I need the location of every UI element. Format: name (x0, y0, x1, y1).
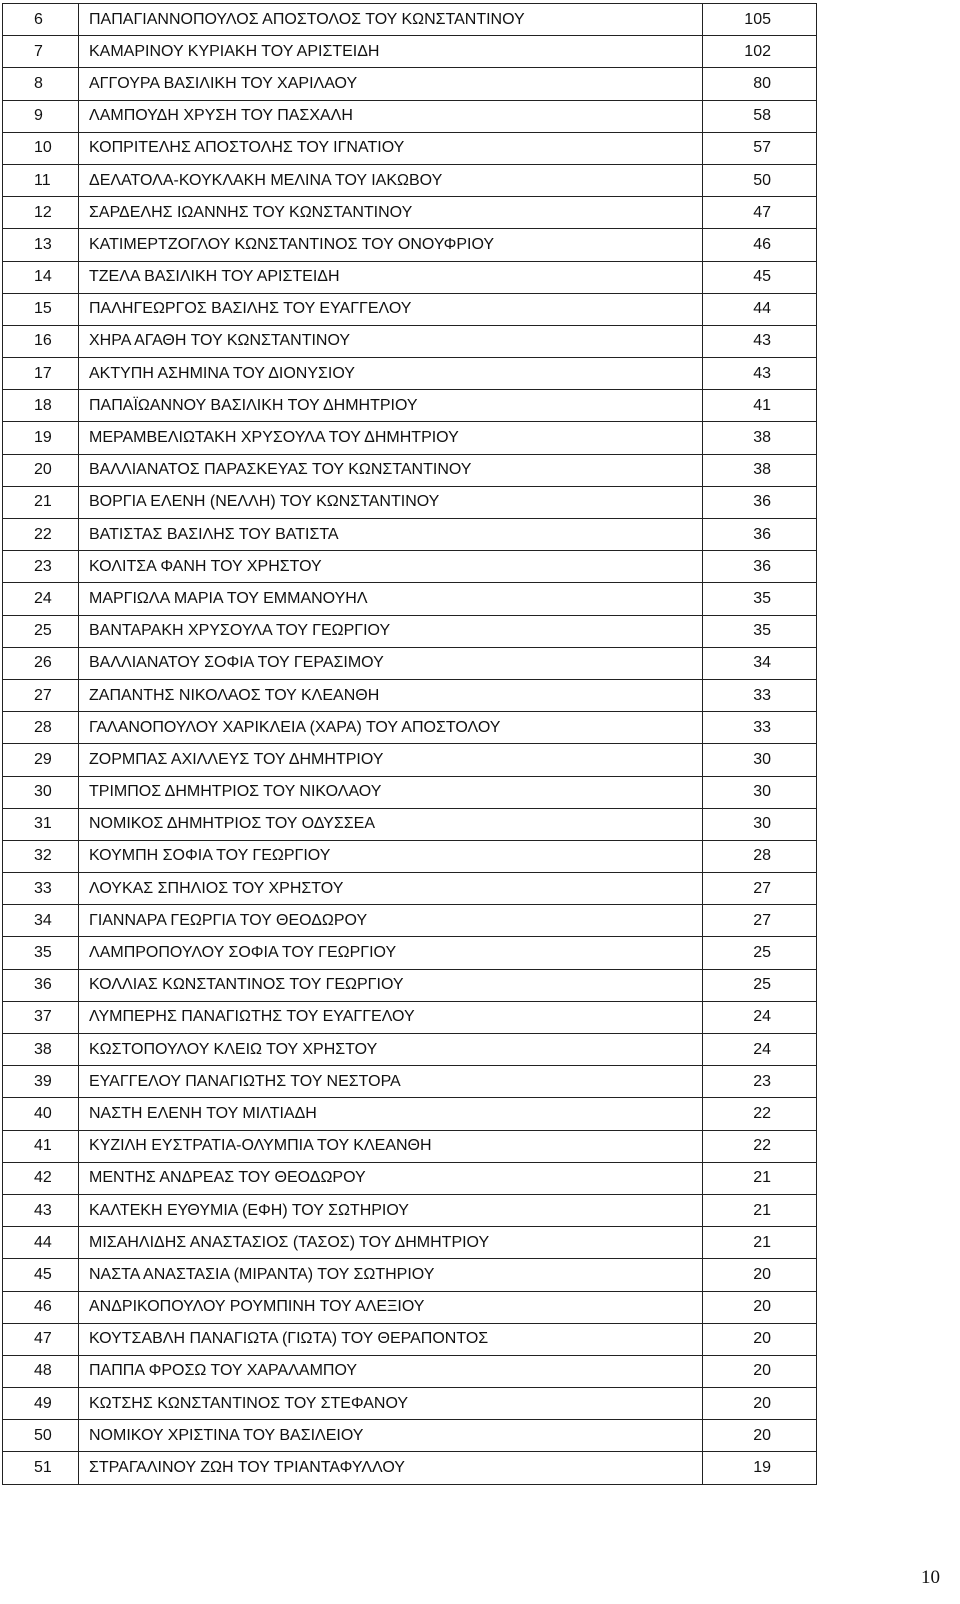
vote-count: 21 (703, 1194, 817, 1226)
row-number: 45 (3, 1259, 79, 1291)
candidate-name: ΣΤΡΑΓΑΛΙΝΟΥ ΖΩΗ ΤΟΥ ΤΡΙΑΝΤΑΦΥΛΛΟΥ (79, 1452, 703, 1484)
table-row (3, 100, 817, 132)
table-row (3, 969, 817, 1001)
table-row (3, 1355, 817, 1387)
row-number: 8 (3, 68, 79, 100)
row-number: 6 (3, 4, 79, 36)
candidate-name: ΝΑΣΤΑ ΑΝΑΣΤΑΣΙΑ (ΜΙΡΑΝΤΑ) ΤΟΥ ΣΩΤΗΡΙΟΥ (79, 1259, 703, 1291)
vote-count: 20 (703, 1355, 817, 1387)
candidate-name: ΓΑΛΑΝΟΠΟΥΛΟΥ ΧΑΡΙΚΛΕΙΑ (ΧΑΡΑ) ΤΟΥ ΑΠΟΣΤΟΛΟΥ (79, 712, 703, 744)
candidate-name: ΤΖΕΛΑ ΒΑΣΙΛΙΚΗ ΤΟΥ ΑΡΙΣΤΕΙΔΗ (79, 261, 703, 293)
vote-count: 30 (703, 776, 817, 808)
table-row (3, 1066, 817, 1098)
row-number: 46 (3, 1291, 79, 1323)
table-row (3, 486, 817, 518)
vote-count: 28 (703, 840, 817, 872)
candidate-name: ΤΡΙΜΠΟΣ ΔΗΜΗΤΡΙΟΣ ΤΟΥ ΝΙΚΟΛΑΟΥ (79, 776, 703, 808)
candidate-name: ΠΑΠΠΑ ΦΡΟΣΩ ΤΟΥ ΧΑΡΑΛΑΜΠΟΥ (79, 1355, 703, 1387)
candidate-name: ΛΑΜΠΡΟΠΟΥΛΟΥ ΣΟΦΙΑ ΤΟΥ ΓΕΩΡΓΙΟΥ (79, 937, 703, 969)
table-row (3, 197, 817, 229)
table-row (3, 679, 817, 711)
candidate-name: ΝΟΜΙΚΟΣ ΔΗΜΗΤΡΙΟΣ ΤΟΥ ΟΔΥΣΣΕΑ (79, 808, 703, 840)
vote-count: 43 (703, 358, 817, 390)
vote-count: 80 (703, 68, 817, 100)
row-number: 44 (3, 1227, 79, 1259)
row-number: 21 (3, 486, 79, 518)
row-number: 51 (3, 1452, 79, 1484)
row-number: 40 (3, 1098, 79, 1130)
vote-count: 20 (703, 1420, 817, 1452)
row-number: 22 (3, 519, 79, 551)
row-number: 9 (3, 100, 79, 132)
vote-count: 41 (703, 390, 817, 422)
candidate-name: ΒΟΡΓΙΑ ΕΛΕΝΗ (ΝΕΛΛΗ) ΤΟΥ ΚΩΝΣΤΑΝΤΙΝΟΥ (79, 486, 703, 518)
vote-count: 102 (703, 36, 817, 68)
candidate-name: ΚΟΥΤΣΑΒΛΗ ΠΑΝΑΓΙΩΤΑ (ΓΙΩΤΑ) ΤΟΥ ΘΕΡΑΠΟΝΤΟΣ (79, 1323, 703, 1355)
table-row (3, 132, 817, 164)
candidate-name: ΚΑΜΑΡΙΝΟΥ ΚΥΡΙΑΚΗ ΤΟΥ ΑΡΙΣΤΕΙΔΗ (79, 36, 703, 68)
row-number: 41 (3, 1130, 79, 1162)
table-row (3, 1162, 817, 1194)
vote-count: 45 (703, 261, 817, 293)
table-row (3, 261, 817, 293)
table-row (3, 840, 817, 872)
vote-count: 33 (703, 712, 817, 744)
candidate-name: ΑΚΤΥΠΗ ΑΣΗΜΙΝΑ ΤΟΥ ΔΙΟΝΥΣΙΟΥ (79, 358, 703, 390)
candidate-name: ΠΑΛΗΓΕΩΡΓΟΣ ΒΑΣΙΛΗΣ ΤΟΥ ΕΥΑΓΓΕΛΟΥ (79, 293, 703, 325)
table-row (3, 583, 817, 615)
row-number: 12 (3, 197, 79, 229)
table-row (3, 293, 817, 325)
table-row (3, 712, 817, 744)
vote-count: 22 (703, 1098, 817, 1130)
row-number: 25 (3, 615, 79, 647)
vote-count: 47 (703, 197, 817, 229)
table-row (3, 1259, 817, 1291)
row-number: 31 (3, 808, 79, 840)
vote-count: 27 (703, 873, 817, 905)
table-row (3, 873, 817, 905)
candidate-name: ΖΟΡΜΠΑΣ ΑΧΙΛΛΕΥΣ ΤΟΥ ΔΗΜΗΤΡΙΟΥ (79, 744, 703, 776)
table-row (3, 358, 817, 390)
candidate-name: ΚΟΠΡΙΤΕΛΗΣ ΑΠΟΣΤΟΛΗΣ ΤΟΥ ΙΓΝΑΤΙΟΥ (79, 132, 703, 164)
vote-count: 30 (703, 808, 817, 840)
table-row (3, 454, 817, 486)
vote-count: 50 (703, 164, 817, 196)
vote-count: 20 (703, 1388, 817, 1420)
candidate-name: ΠΑΠΑΪΩΑΝΝΟΥ ΒΑΣΙΛΙΚΗ ΤΟΥ ΔΗΜΗΤΡΙΟΥ (79, 390, 703, 422)
vote-count: 44 (703, 293, 817, 325)
row-number: 28 (3, 712, 79, 744)
candidate-name: ΝΟΜΙΚΟΥ ΧΡΙΣΤΙΝΑ ΤΟΥ ΒΑΣΙΛΕΙΟΥ (79, 1420, 703, 1452)
row-number: 30 (3, 776, 79, 808)
table-row (3, 519, 817, 551)
table-row (3, 422, 817, 454)
vote-count: 105 (703, 4, 817, 36)
table-row (3, 1452, 817, 1484)
vote-count: 22 (703, 1130, 817, 1162)
row-number: 23 (3, 551, 79, 583)
row-number: 49 (3, 1388, 79, 1420)
vote-count: 36 (703, 519, 817, 551)
vote-count: 35 (703, 583, 817, 615)
vote-count: 27 (703, 905, 817, 937)
row-number: 42 (3, 1162, 79, 1194)
row-number: 15 (3, 293, 79, 325)
page-number: 10 (921, 1567, 940, 1588)
candidate-name: ΜΕΡΑΜΒΕΛΙΩΤΑΚΗ ΧΡΥΣΟΥΛΑ ΤΟΥ ΔΗΜΗΤΡΙΟΥ (79, 422, 703, 454)
row-number: 38 (3, 1034, 79, 1066)
candidate-name: ΑΝΔΡΙΚΟΠΟΥΛΟΥ ΡΟΥΜΠΙΝΗ ΤΟΥ ΑΛΕΞΙΟΥ (79, 1291, 703, 1323)
candidate-name: ΜΕΝΤΗΣ ΑΝΔΡΕΑΣ ΤΟΥ ΘΕΟΔΩΡΟΥ (79, 1162, 703, 1194)
vote-count: 20 (703, 1291, 817, 1323)
candidate-name: ΚΩΣΤΟΠΟΥΛΟΥ ΚΛΕΙΩ ΤΟΥ ΧΡΗΣΤΟΥ (79, 1034, 703, 1066)
vote-count: 21 (703, 1162, 817, 1194)
table-row (3, 1130, 817, 1162)
candidate-name: ΚΑΛΤΕΚΗ ΕΥΘΥΜΙΑ (ΕΦΗ) ΤΟΥ ΣΩΤΗΡΙΟΥ (79, 1194, 703, 1226)
table-row (3, 647, 817, 679)
row-number: 27 (3, 679, 79, 711)
row-number: 34 (3, 905, 79, 937)
vote-count: 38 (703, 454, 817, 486)
table-row (3, 937, 817, 969)
table-row (3, 390, 817, 422)
table-row (3, 551, 817, 583)
row-number: 37 (3, 1001, 79, 1033)
row-number: 36 (3, 969, 79, 1001)
vote-count: 46 (703, 229, 817, 261)
vote-count: 21 (703, 1227, 817, 1259)
table-row (3, 1291, 817, 1323)
candidate-name: ΛΥΜΠΕΡΗΣ ΠΑΝΑΓΙΩΤΗΣ ΤΟΥ ΕΥΑΓΓΕΛΟΥ (79, 1001, 703, 1033)
candidate-name: ΚΟΛΛΙΑΣ ΚΩΝΣΤΑΝΤΙΝΟΣ ΤΟΥ ΓΕΩΡΓΙΟΥ (79, 969, 703, 1001)
row-number: 16 (3, 325, 79, 357)
row-number: 29 (3, 744, 79, 776)
row-number: 48 (3, 1355, 79, 1387)
table-row (3, 164, 817, 196)
vote-count: 57 (703, 132, 817, 164)
row-number: 47 (3, 1323, 79, 1355)
row-number: 10 (3, 132, 79, 164)
table-row (3, 1001, 817, 1033)
table-row (3, 744, 817, 776)
table-row (3, 1194, 817, 1226)
candidate-name: ΜΙΣΑΗΛΙΔΗΣ ΑΝΑΣΤΑΣΙΟΣ (ΤΑΣΟΣ) ΤΟΥ ΔΗΜΗΤΡΙΟΥ (79, 1227, 703, 1259)
row-number: 13 (3, 229, 79, 261)
table-row (3, 905, 817, 937)
table-row (3, 1227, 817, 1259)
candidate-name: ΚΟΥΜΠΗ ΣΟΦΙΑ ΤΟΥ ΓΕΩΡΓΙΟΥ (79, 840, 703, 872)
table-row (3, 1323, 817, 1355)
vote-count: 23 (703, 1066, 817, 1098)
candidate-name: ΚΩΤΣΗΣ ΚΩΝΣΤΑΝΤΙΝΟΣ ΤΟΥ ΣΤΕΦΑΝΟΥ (79, 1388, 703, 1420)
row-number: 32 (3, 840, 79, 872)
table-row (3, 36, 817, 68)
row-number: 50 (3, 1420, 79, 1452)
row-number: 39 (3, 1066, 79, 1098)
table-row (3, 68, 817, 100)
candidate-name: ΑΓΓΟΥΡΑ ΒΑΣΙΛΙΚΗ ΤΟΥ ΧΑΡΙΛΑΟΥ (79, 68, 703, 100)
candidate-name: ΒΑΤΙΣΤΑΣ ΒΑΣΙΛΗΣ ΤΟΥ ΒΑΤΙΣΤΑ (79, 519, 703, 551)
candidate-name: ΧΗΡΑ ΑΓΑΘΗ ΤΟΥ ΚΩΝΣΤΑΝΤΙΝΟΥ (79, 325, 703, 357)
table-row (3, 1388, 817, 1420)
vote-count: 36 (703, 551, 817, 583)
vote-count: 24 (703, 1001, 817, 1033)
row-number: 20 (3, 454, 79, 486)
row-number: 11 (3, 164, 79, 196)
vote-count: 34 (703, 647, 817, 679)
candidate-name: ΒΑΛΛΙΑΝΑΤΟΥ ΣΟΦΙΑ ΤΟΥ ΓΕΡΑΣΙΜΟΥ (79, 647, 703, 679)
candidate-name: ΠΑΠΑΓΙΑΝΝΟΠΟΥΛΟΣ ΑΠΟΣΤΟΛΟΣ ΤΟΥ ΚΩΝΣΤΑΝΤΙΝΟΥ (79, 4, 703, 36)
row-number: 33 (3, 873, 79, 905)
candidate-name: ΖΑΠΑΝΤΗΣ ΝΙΚΟΛΑΟΣ ΤΟΥ ΚΛΕΑΝΘΗ (79, 679, 703, 711)
candidate-name: ΣΑΡΔΕΛΗΣ ΙΩΑΝΝΗΣ ΤΟΥ ΚΩΝΣΤΑΝΤΙΝΟΥ (79, 197, 703, 229)
row-number: 17 (3, 358, 79, 390)
row-number: 14 (3, 261, 79, 293)
row-number: 26 (3, 647, 79, 679)
candidate-name: ΚΥΖΙΛΗ ΕΥΣΤΡΑΤΙΑ-ΟΛΥΜΠΙΑ ΤΟΥ ΚΛΕΑΝΘΗ (79, 1130, 703, 1162)
vote-count: 20 (703, 1323, 817, 1355)
table-row (3, 808, 817, 840)
vote-count: 35 (703, 615, 817, 647)
candidate-name: ΝΑΣΤΗ ΕΛΕΝΗ ΤΟΥ ΜΙΛΤΙΑΔΗ (79, 1098, 703, 1130)
vote-count: 24 (703, 1034, 817, 1066)
vote-count: 25 (703, 937, 817, 969)
table-row (3, 1098, 817, 1130)
candidate-name: ΚΑΤΙΜΕΡΤΖΟΓΛΟΥ ΚΩΝΣΤΑΝΤΙΝΟΣ ΤΟΥ ΟΝΟΥΦΡΙΟΥ (79, 229, 703, 261)
row-number: 35 (3, 937, 79, 969)
row-number: 7 (3, 36, 79, 68)
table-row (3, 229, 817, 261)
candidate-name: ΒΑΝΤΑΡΑΚΗ ΧΡΥΣΟΥΛΑ ΤΟΥ ΓΕΩΡΓΙΟΥ (79, 615, 703, 647)
candidate-name: ΛΟΥΚΑΣ ΣΠΗΛΙΟΣ ΤΟΥ ΧΡΗΣΤΟΥ (79, 873, 703, 905)
vote-count: 25 (703, 969, 817, 1001)
table-row (3, 615, 817, 647)
table-row (3, 776, 817, 808)
row-number: 19 (3, 422, 79, 454)
candidate-name: ΔΕΛΑΤΟΛΑ-ΚΟΥΚΛΑΚΗ ΜΕΛΙΝΑ ΤΟΥ ΙΑΚΩΒΟΥ (79, 164, 703, 196)
table-row (3, 4, 817, 36)
table-row (3, 325, 817, 357)
results-table (2, 3, 817, 1485)
vote-count: 33 (703, 679, 817, 711)
row-number: 43 (3, 1194, 79, 1226)
row-number: 24 (3, 583, 79, 615)
table-row (3, 1034, 817, 1066)
vote-count: 30 (703, 744, 817, 776)
candidate-name: ΛΑΜΠΟΥΔΗ ΧΡΥΣΗ ΤΟΥ ΠΑΣΧΑΛΗ (79, 100, 703, 132)
table-row (3, 1420, 817, 1452)
vote-count: 38 (703, 422, 817, 454)
vote-count: 58 (703, 100, 817, 132)
candidate-name: ΓΙΑΝΝΑΡΑ ΓΕΩΡΓΙΑ ΤΟΥ ΘΕΟΔΩΡΟΥ (79, 905, 703, 937)
vote-count: 43 (703, 325, 817, 357)
vote-count: 20 (703, 1259, 817, 1291)
row-number: 18 (3, 390, 79, 422)
vote-count: 36 (703, 486, 817, 518)
candidate-name: ΜΑΡΓΙΩΛΑ ΜΑΡΙΑ ΤΟΥ ΕΜΜΑΝΟΥΗΛ (79, 583, 703, 615)
candidate-name: ΚΟΛΙΤΣΑ ΦΑΝΗ ΤΟΥ ΧΡΗΣΤΟΥ (79, 551, 703, 583)
vote-count: 19 (703, 1452, 817, 1484)
results-table-body (3, 4, 817, 1485)
candidate-name: ΕΥΑΓΓΕΛΟΥ ΠΑΝΑΓΙΩΤΗΣ ΤΟΥ ΝΕΣΤΟΡΑ (79, 1066, 703, 1098)
candidate-name: ΒΑΛΛΙΑΝΑΤΟΣ ΠΑΡΑΣΚΕΥΑΣ ΤΟΥ ΚΩΝΣΤΑΝΤΙΝΟΥ (79, 454, 703, 486)
